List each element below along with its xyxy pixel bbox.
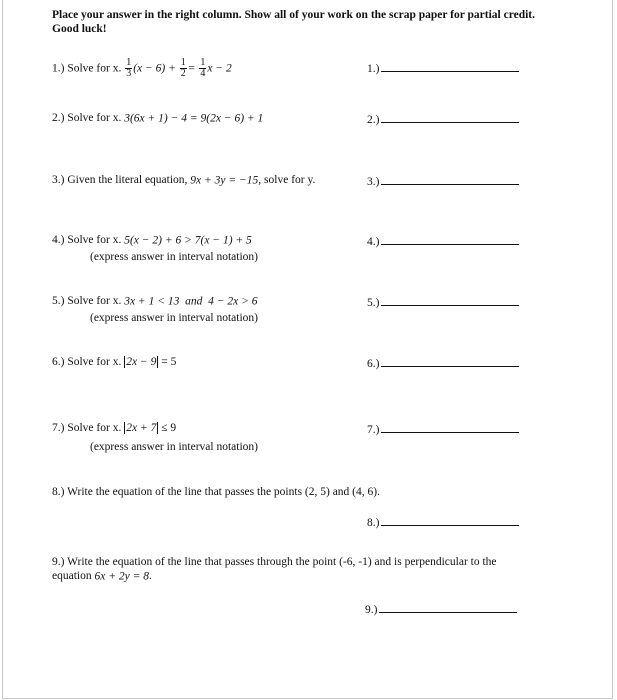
question-3-number: 3.) bbox=[52, 174, 65, 186]
answer-1[interactable] bbox=[367, 60, 519, 76]
question-3-suffix: , solve for y. bbox=[258, 174, 316, 186]
fraction-one-half: $\frac{1}{2}$ bbox=[180, 57, 186, 79]
question-2-number: 2.) bbox=[52, 112, 65, 124]
question-9 bbox=[52, 555, 497, 569]
question-6-rhs: = 5 bbox=[161, 356, 177, 368]
answer-3[interactable] bbox=[367, 173, 519, 189]
answer-3-label: 3.) bbox=[367, 176, 380, 188]
question-1-number: 1.) bbox=[52, 62, 65, 75]
answer-4-label: 4.) bbox=[367, 236, 380, 248]
answer-9-label: 9.) bbox=[365, 604, 378, 616]
answer-3-blank[interactable] bbox=[381, 173, 519, 185]
question-7 bbox=[52, 421, 176, 435]
answer-6[interactable] bbox=[367, 355, 519, 371]
question-5-prompt: Solve for x. bbox=[67, 295, 122, 307]
question-9-prompt: Write the equation of the line that passes through the point (-6, -1) and is perpendicular to the bbox=[67, 556, 497, 568]
answer-6-label: 6.) bbox=[367, 358, 380, 370]
answer-9[interactable] bbox=[365, 601, 517, 617]
question-3-prompt: Given the literal equation, bbox=[67, 174, 188, 186]
answer-5[interactable] bbox=[367, 294, 519, 310]
question-5 bbox=[52, 294, 257, 308]
question-9-end: . bbox=[148, 570, 152, 582]
question-7-absolute-value: 2x + 7 bbox=[126, 422, 157, 434]
answer-5-label: 5.) bbox=[367, 297, 380, 309]
question-6 bbox=[52, 355, 176, 369]
question-5-inequality-a: 3x + 1 < 13 bbox=[124, 295, 180, 308]
question-3-equation: 9x + 3y = −15 bbox=[190, 174, 259, 187]
question-1-prompt: Solve for x. bbox=[67, 62, 122, 75]
question-9-line-2 bbox=[52, 569, 152, 583]
answer-2-label: 2.) bbox=[367, 114, 380, 126]
answer-1-label: 1.) bbox=[367, 63, 380, 75]
question-7-prompt: Solve for x. bbox=[67, 422, 122, 434]
answer-7-blank[interactable] bbox=[381, 421, 519, 433]
answer-9-blank[interactable] bbox=[379, 601, 517, 613]
question-2-equation: 3(6x + 1) − 4 = 9(2x − 6) + 1 bbox=[124, 112, 264, 125]
answer-8[interactable] bbox=[367, 514, 519, 530]
page-frame bbox=[2, 0, 613, 699]
question-9-number: 9.) bbox=[52, 556, 65, 568]
question-4 bbox=[52, 233, 252, 247]
fraction-one-third: $\frac{1}{3}$ bbox=[126, 57, 132, 79]
question-4-equation: 5(x − 2) + 6 > 7(x − 1) + 5 bbox=[124, 234, 252, 247]
question-8 bbox=[52, 485, 380, 499]
question-5-inequality-b: 4 − 2x > 6 bbox=[208, 295, 258, 308]
question-1-eq-mid: = bbox=[187, 62, 196, 75]
question-7-note: (express answer in interval notation) bbox=[90, 441, 258, 453]
question-5-conjunction: and bbox=[185, 295, 203, 308]
question-8-number: 8.) bbox=[52, 486, 65, 498]
question-3 bbox=[52, 173, 315, 187]
question-2 bbox=[52, 111, 263, 125]
question-5-number: 5.) bbox=[52, 295, 65, 307]
question-9-equation: 6x + 2y = 8 bbox=[94, 570, 149, 583]
answer-8-blank[interactable] bbox=[381, 514, 519, 526]
question-4-number: 4.) bbox=[52, 234, 65, 246]
question-1-eq-post: x − 2 bbox=[207, 62, 232, 75]
question-4-prompt: Solve for x. bbox=[67, 234, 122, 246]
answer-6-blank[interactable] bbox=[381, 355, 519, 367]
question-1-eq-pre: (x − 6) + bbox=[133, 62, 176, 75]
question-4-note: (express answer in interval notation) bbox=[90, 251, 258, 263]
question-2-prompt: Solve for x. bbox=[67, 112, 122, 124]
answer-2-blank[interactable] bbox=[381, 111, 519, 123]
question-6-prompt: Solve for x. bbox=[67, 356, 122, 368]
answer-2[interactable] bbox=[367, 111, 519, 127]
question-8-prompt: Write the equation of the line that passes the points (2, 5) and (4, 6). bbox=[67, 486, 380, 498]
answer-8-label: 8.) bbox=[367, 517, 380, 529]
answer-7[interactable] bbox=[367, 421, 519, 437]
question-7-number: 7.) bbox=[52, 422, 65, 434]
answer-7-label: 7.) bbox=[367, 424, 380, 436]
question-1 bbox=[52, 58, 232, 79]
question-5-note: (express answer in interval notation) bbox=[90, 312, 258, 324]
answer-5-blank[interactable] bbox=[381, 294, 519, 306]
answer-4-blank[interactable] bbox=[381, 233, 519, 245]
answer-1-blank[interactable] bbox=[381, 60, 519, 72]
answer-4[interactable] bbox=[367, 233, 519, 249]
question-6-number: 6.) bbox=[52, 356, 65, 368]
question-7-rhs: ≤ 9 bbox=[161, 422, 177, 434]
instructions: Place your answer in the right column. Show all of your work on the scrap paper for partial credit. Good luck! bbox=[52, 9, 535, 35]
question-9-prompt-2: equation bbox=[52, 570, 92, 582]
question-6-absolute-value: 2x − 9 bbox=[126, 356, 157, 368]
fraction-one-fourth: $\frac{1}{4}$ bbox=[200, 57, 206, 79]
